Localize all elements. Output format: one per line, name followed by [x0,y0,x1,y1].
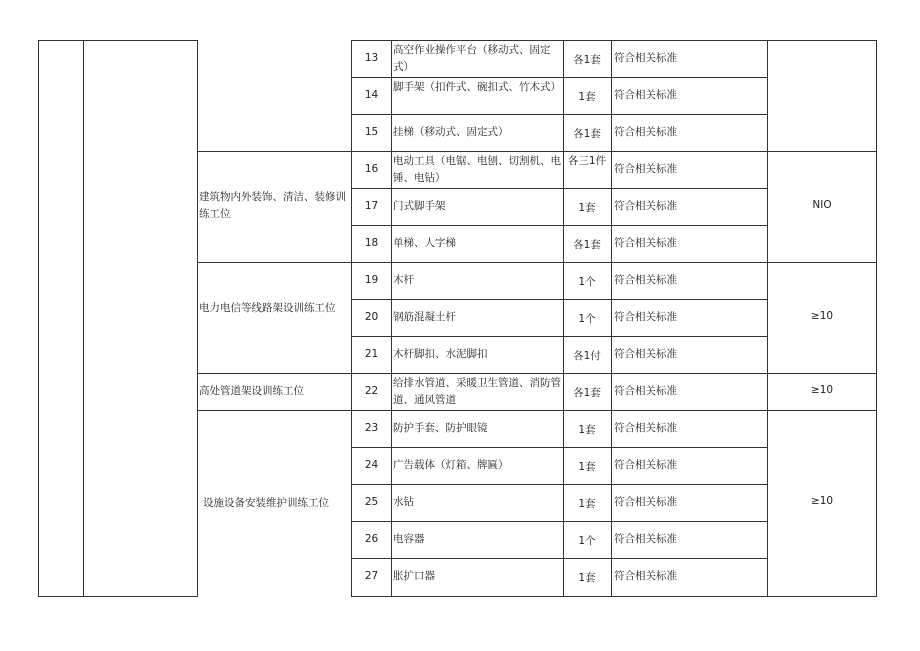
row-number: 15 [364,126,379,138]
grid-line [351,410,877,411]
grid-line [351,484,768,485]
row-number: 13 [364,52,379,64]
grid-line [351,336,768,337]
item-quantity: 各1套 [573,128,601,140]
group-count: ≥10 [810,384,834,396]
grid-line [83,40,84,597]
item-quantity: 各三1件 [567,155,607,167]
group-label: 建筑物内外装饰、清洁、装修训练工位 [199,191,346,220]
group-count: ≥10 [810,495,834,507]
item-standard: 符合相关标准 [614,126,677,138]
grid-line [351,77,768,78]
item-standard: 符合相关标准 [614,89,677,101]
item-quantity: 各1套 [573,239,601,251]
grid-line [351,262,877,263]
item-standard: 符合相关标准 [614,200,677,212]
item-name: 单梯、人字梯 [393,237,456,249]
item-name: 电容器 [393,533,425,545]
grid-line [351,521,768,522]
item-quantity: 1套 [578,498,596,510]
grid-line [351,151,877,152]
grid-line [197,151,352,152]
item-standard: 符合相关标准 [614,348,677,360]
group-count: ≥10 [810,310,834,322]
row-number: 21 [364,348,379,360]
item-standard: 符合相关标准 [614,496,677,508]
group-count: NIO [812,199,832,211]
grid-line [611,40,612,597]
item-quantity: 1套 [578,202,596,214]
item-name: 胀扩口器 [393,570,435,582]
item-quantity: 1套 [578,91,596,103]
item-name: 木杆脚扣、水泥脚扣 [393,348,488,360]
grid-line [197,40,198,597]
row-number: 14 [364,89,379,101]
item-name: 防护手套、防护眼镜 [393,422,488,434]
grid-line [197,373,352,374]
grid-line [351,40,877,41]
item-quantity: 1个 [578,313,596,325]
grid-line [197,262,352,263]
item-standard: 符合相关标准 [614,163,677,175]
row-number: 19 [364,274,379,286]
row-number: 16 [364,163,379,175]
grid-line [351,114,768,115]
item-quantity: 1套 [578,572,596,584]
item-name: 水钻 [393,496,414,508]
grid-line [38,40,39,597]
item-name: 木杆 [393,274,414,286]
item-standard: 符合相关标准 [614,237,677,249]
item-quantity: 1套 [578,424,596,436]
grid-line [351,558,768,559]
item-standard: 符合相关标准 [614,533,677,545]
item-quantity: 各1付 [573,350,601,362]
item-quantity: 各1套 [573,387,601,399]
grid-line [351,373,877,374]
item-quantity: 1个 [578,276,596,288]
row-number: 20 [364,311,379,323]
item-quantity: 1套 [578,461,596,473]
item-name: 脚手架（扣件式、碗扣式、竹木式） [393,81,561,93]
row-number: 17 [364,200,379,212]
row-number: 23 [364,422,379,434]
item-standard: 符合相关标准 [614,422,677,434]
row-number: 27 [364,570,379,582]
grid-line [351,596,877,597]
item-standard: 符合相关标准 [614,311,677,323]
item-standard: 符合相关标准 [614,570,677,582]
item-name: 高空作业操作平台（移动式、固定式） [393,44,551,73]
grid-line [351,188,768,189]
group-label: 高处管道架设训练工位 [199,385,304,397]
item-quantity: 各1套 [573,54,601,66]
item-name: 门式脚手架 [393,200,446,212]
grid-line [351,299,768,300]
item-name: 给排水管道、采暖卫生管道、消防管道、通风管道 [393,377,561,406]
grid-line [197,410,352,411]
item-standard: 符合相关标准 [614,274,677,286]
grid-line [38,596,198,597]
row-number: 22 [364,385,379,397]
group-label: 设施设备安装维护训练工位 [203,497,329,509]
item-standard: 符合相关标准 [614,459,677,471]
item-name: 电动工具（电锯、电刨、切割机、电锤、电钻） [393,155,561,184]
group-label: 电力电信等线路架设训练工位 [199,302,336,314]
item-name: 挂梯（移动式、固定式） [393,126,509,138]
item-name: 广告载体（灯箱、牌匾） [393,459,509,471]
grid-line [351,225,768,226]
item-standard: 符合相关标准 [614,52,677,64]
item-standard: 符合相关标准 [614,385,677,397]
row-number: 24 [364,459,379,471]
row-number: 26 [364,533,379,545]
row-number: 25 [364,496,379,508]
grid-line [38,40,198,41]
grid-line [351,447,768,448]
row-number: 18 [364,237,379,249]
item-quantity: 1个 [578,535,596,547]
item-name: 钢筋混凝土杆 [393,311,456,323]
grid-line [876,40,877,597]
